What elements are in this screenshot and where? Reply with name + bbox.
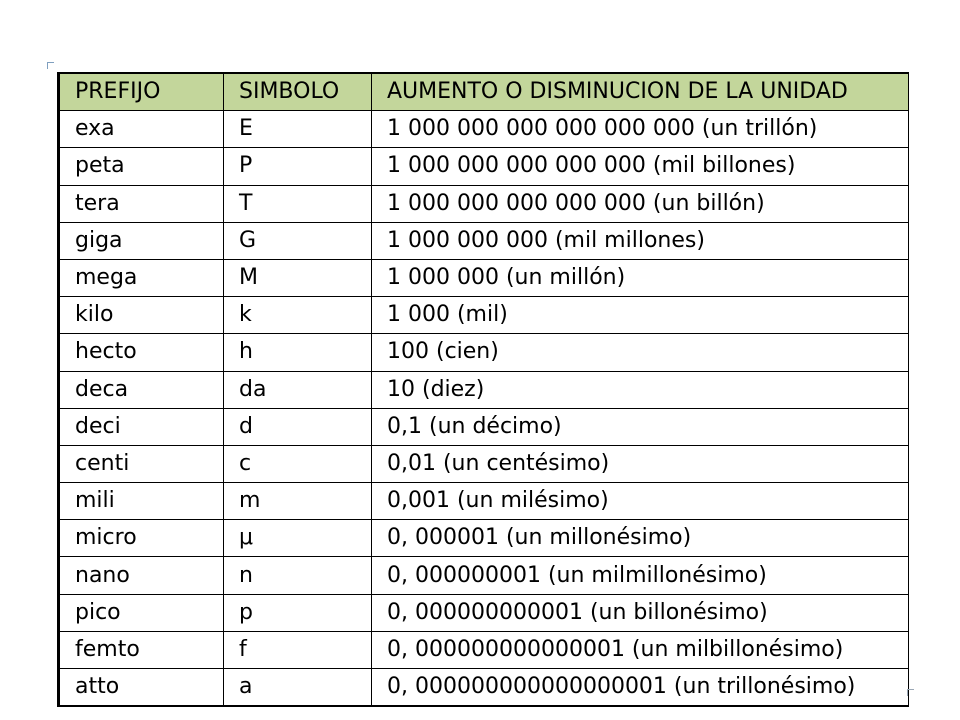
table-row: [59, 222, 909, 259]
table-row: [59, 297, 909, 334]
cell-symbol: P: [224, 148, 372, 185]
cell-value: 1 000 000 000 (mil millones): [372, 222, 909, 259]
cell-prefix: peta: [59, 148, 224, 185]
cell-prefix: giga: [59, 222, 224, 259]
cell-value: 0,01 (un centésimo): [372, 445, 909, 482]
cell-value: 0, 000001 (un millonésimo): [372, 520, 909, 557]
cell-prefix: hecto: [59, 334, 224, 371]
cell-value: 1 000 000 (un millón): [372, 259, 909, 296]
table-row: [59, 408, 909, 445]
table-row: [59, 520, 909, 557]
cell-symbol: E: [224, 111, 372, 148]
cell-prefix: nano: [59, 557, 224, 594]
cell-symbol: k: [224, 297, 372, 334]
table-row: [59, 557, 909, 594]
table-row: [59, 185, 909, 222]
table-row: [59, 259, 909, 296]
si-prefix-table: [57, 72, 909, 707]
cell-prefix: deci: [59, 408, 224, 445]
header-value: AUMENTO O DISMINUCION DE LA UNIDAD: [372, 73, 909, 111]
cell-symbol: f: [224, 631, 372, 668]
cell-symbol: h: [224, 334, 372, 371]
cell-value: 1 000 000 000 000 000 (un billón): [372, 185, 909, 222]
cell-symbol: m: [224, 483, 372, 520]
cell-prefix: micro: [59, 520, 224, 557]
cell-value: 1 000 000 000 000 000 000 (un trillón): [372, 111, 909, 148]
cell-value: 0,001 (un milésimo): [372, 483, 909, 520]
cell-value: 1 000 (mil): [372, 297, 909, 334]
cell-value: 10 (diez): [372, 371, 909, 408]
cell-prefix: centi: [59, 445, 224, 482]
cell-prefix: tera: [59, 185, 224, 222]
cell-value: 0, 000000000000000001 (un trillonésimo): [372, 669, 909, 707]
cell-value: 0, 000000000001 (un billonésimo): [372, 594, 909, 631]
cell-symbol: G: [224, 222, 372, 259]
table-row: [59, 594, 909, 631]
table-row: [59, 371, 909, 408]
table-row: [59, 334, 909, 371]
cell-symbol: c: [224, 445, 372, 482]
cell-value: 0,1 (un décimo): [372, 408, 909, 445]
table-row: [59, 669, 909, 707]
table-row: [59, 148, 909, 185]
cell-value: 1 000 000 000 000 000 (mil billones): [372, 148, 909, 185]
table-row: [59, 445, 909, 482]
header-prefix: PREFIJO: [59, 73, 224, 111]
table-header-row: [59, 73, 909, 111]
cell-prefix: kilo: [59, 297, 224, 334]
cell-symbol: n: [224, 557, 372, 594]
cell-value: 100 (cien): [372, 334, 909, 371]
resize-handle-marker: [907, 689, 914, 696]
cell-prefix: exa: [59, 111, 224, 148]
cell-value: 0, 000000000000001 (un milbillonésimo): [372, 631, 909, 668]
cell-prefix: pico: [59, 594, 224, 631]
cell-value: 0, 000000001 (un milmillonésimo): [372, 557, 909, 594]
cell-symbol: p: [224, 594, 372, 631]
cell-symbol: d: [224, 408, 372, 445]
cell-prefix: mili: [59, 483, 224, 520]
table-row: [59, 483, 909, 520]
header-symbol: SIMBOLO: [224, 73, 372, 111]
cell-symbol: da: [224, 371, 372, 408]
cell-prefix: deca: [59, 371, 224, 408]
cell-prefix: atto: [59, 669, 224, 707]
object-anchor-marker: [47, 62, 54, 69]
table-row: [59, 111, 909, 148]
cell-symbol: μ: [224, 520, 372, 557]
cell-prefix: mega: [59, 259, 224, 296]
table-body: [59, 111, 909, 707]
table-row: [59, 631, 909, 668]
cell-symbol: T: [224, 185, 372, 222]
cell-symbol: a: [224, 669, 372, 707]
cell-prefix: femto: [59, 631, 224, 668]
cell-symbol: M: [224, 259, 372, 296]
